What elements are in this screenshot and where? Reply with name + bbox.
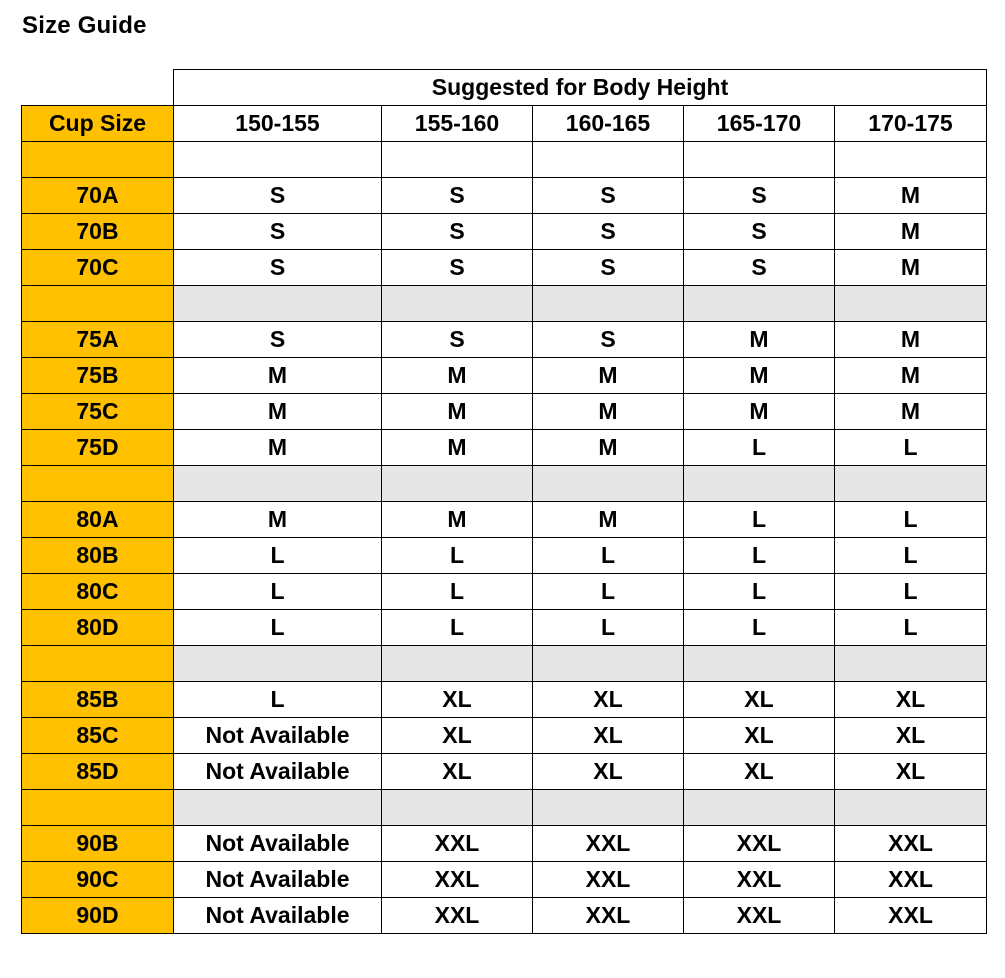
size-cell: L: [533, 538, 684, 574]
spacer-cell: [174, 286, 382, 322]
cup-size-cell: 70B: [22, 214, 174, 250]
size-cell: XL: [382, 718, 533, 754]
size-cell: XXL: [684, 826, 835, 862]
spacer-cell: [533, 646, 684, 682]
table-row: [22, 754, 987, 790]
size-cell: XXL: [382, 862, 533, 898]
spacer-cell: [533, 286, 684, 322]
size-cell: L: [174, 574, 382, 610]
size-cell: M: [533, 430, 684, 466]
spacer-cell: [835, 646, 987, 682]
spacer-row: [22, 286, 987, 322]
size-cell: XL: [533, 718, 684, 754]
table-row: [22, 394, 987, 430]
spacer-cell: [684, 646, 835, 682]
size-cell: L: [684, 538, 835, 574]
spacer-cell: [684, 142, 835, 178]
size-cell: L: [533, 574, 684, 610]
spacer-cup-cell: [22, 142, 174, 178]
table-row: [22, 862, 987, 898]
spacer-row: [22, 646, 987, 682]
size-guide-table: [21, 69, 987, 934]
size-cell: M: [684, 358, 835, 394]
size-cell: L: [382, 574, 533, 610]
spacer-cup-cell: [22, 790, 174, 826]
size-cell: M: [382, 430, 533, 466]
size-cell: XXL: [684, 898, 835, 934]
corner-cell: [22, 70, 174, 106]
size-cell: Not Available: [174, 898, 382, 934]
size-cell: Not Available: [174, 718, 382, 754]
size-cell: XXL: [835, 862, 987, 898]
size-cell: XXL: [382, 898, 533, 934]
size-cell: L: [533, 610, 684, 646]
size-cell: S: [382, 322, 533, 358]
cup-size-cell: 75A: [22, 322, 174, 358]
size-cell: XL: [684, 754, 835, 790]
cup-size-cell: 80A: [22, 502, 174, 538]
size-cell: S: [684, 250, 835, 286]
size-cell: M: [835, 358, 987, 394]
size-cell: XXL: [835, 898, 987, 934]
table-row: [22, 250, 987, 286]
size-cell: M: [835, 178, 987, 214]
size-cell: S: [533, 250, 684, 286]
table-row: [22, 610, 987, 646]
size-cell: XXL: [533, 898, 684, 934]
height-header: 165-170: [684, 106, 835, 142]
size-cell: M: [382, 394, 533, 430]
group-header-row: [22, 70, 987, 106]
table-row: [22, 826, 987, 862]
spacer-cell: [382, 646, 533, 682]
spacer-cup-cell: [22, 646, 174, 682]
size-cell: XL: [382, 682, 533, 718]
spacer-cell: [835, 286, 987, 322]
spacer-cell: [684, 466, 835, 502]
spacer-row: [22, 142, 987, 178]
size-cell: XL: [835, 718, 987, 754]
size-cell: M: [174, 358, 382, 394]
spacer-cup-cell: [22, 466, 174, 502]
height-header: 160-165: [533, 106, 684, 142]
size-cell: S: [174, 322, 382, 358]
size-cell: S: [174, 214, 382, 250]
spacer-cell: [174, 142, 382, 178]
size-cell: L: [835, 610, 987, 646]
cup-size-cell: 75B: [22, 358, 174, 394]
size-cell: L: [174, 682, 382, 718]
table-row: [22, 898, 987, 934]
table-row: [22, 502, 987, 538]
height-header: 150-155: [174, 106, 382, 142]
table-row: [22, 178, 987, 214]
size-cell: L: [174, 538, 382, 574]
cup-size-cell: 80B: [22, 538, 174, 574]
table-row: [22, 574, 987, 610]
size-cell: M: [174, 502, 382, 538]
size-cell: L: [382, 610, 533, 646]
cup-size-cell: 85D: [22, 754, 174, 790]
spacer-cell: [382, 286, 533, 322]
size-cell: XXL: [684, 862, 835, 898]
size-cell: M: [174, 394, 382, 430]
size-cell: M: [684, 322, 835, 358]
cup-size-cell: 90B: [22, 826, 174, 862]
size-cell: M: [684, 394, 835, 430]
spacer-cell: [835, 142, 987, 178]
table-row: [22, 718, 987, 754]
cup-size-cell: 70A: [22, 178, 174, 214]
spacer-cell: [174, 790, 382, 826]
size-cell: M: [835, 214, 987, 250]
size-cell: L: [835, 502, 987, 538]
table-row: [22, 322, 987, 358]
spacer-row: [22, 466, 987, 502]
size-cell: S: [533, 178, 684, 214]
spacer-cell: [835, 790, 987, 826]
spacer-row: [22, 790, 987, 826]
cup-size-cell: 85C: [22, 718, 174, 754]
cup-size-cell: 85B: [22, 682, 174, 718]
column-header-row: [22, 106, 987, 142]
size-cell: L: [684, 574, 835, 610]
spacer-cell: [684, 790, 835, 826]
size-cell: M: [835, 322, 987, 358]
table-row: [22, 430, 987, 466]
size-cell: M: [382, 502, 533, 538]
size-cell: L: [382, 538, 533, 574]
size-cell: S: [684, 178, 835, 214]
size-cell: L: [835, 574, 987, 610]
size-cell: L: [835, 538, 987, 574]
spacer-cup-cell: [22, 286, 174, 322]
cup-size-cell: 80D: [22, 610, 174, 646]
cup-size-cell: 70C: [22, 250, 174, 286]
spacer-cell: [174, 466, 382, 502]
size-cell: M: [533, 502, 684, 538]
table-row: [22, 214, 987, 250]
spacer-cell: [533, 790, 684, 826]
cup-size-header: Cup Size: [22, 106, 174, 142]
height-header: 155-160: [382, 106, 533, 142]
size-cell: S: [174, 178, 382, 214]
spacer-cell: [382, 142, 533, 178]
cup-size-cell: 90C: [22, 862, 174, 898]
page-title: Size Guide: [22, 12, 147, 39]
body-height-group-header: Suggested for Body Height: [174, 70, 987, 106]
size-cell: S: [533, 322, 684, 358]
size-cell: L: [684, 610, 835, 646]
size-cell: XL: [533, 754, 684, 790]
cup-size-cell: 75C: [22, 394, 174, 430]
cup-size-cell: 90D: [22, 898, 174, 934]
size-cell: M: [835, 394, 987, 430]
size-cell: M: [533, 358, 684, 394]
size-cell: M: [835, 250, 987, 286]
spacer-cell: [382, 466, 533, 502]
size-cell: S: [684, 214, 835, 250]
size-cell: XXL: [382, 826, 533, 862]
size-cell: XL: [684, 682, 835, 718]
cup-size-cell: 75D: [22, 430, 174, 466]
table-row: [22, 538, 987, 574]
size-cell: XL: [835, 682, 987, 718]
size-cell: XL: [382, 754, 533, 790]
spacer-cell: [533, 466, 684, 502]
size-cell: S: [382, 250, 533, 286]
size-cell: S: [382, 178, 533, 214]
size-cell: S: [533, 214, 684, 250]
spacer-cell: [174, 646, 382, 682]
size-cell: L: [684, 430, 835, 466]
size-cell: S: [382, 214, 533, 250]
spacer-cell: [684, 286, 835, 322]
size-cell: Not Available: [174, 826, 382, 862]
size-cell: Not Available: [174, 754, 382, 790]
size-cell: XL: [684, 718, 835, 754]
size-cell: XXL: [533, 862, 684, 898]
size-table-body: [22, 142, 987, 934]
spacer-cell: [382, 790, 533, 826]
size-cell: M: [174, 430, 382, 466]
cup-size-cell: 80C: [22, 574, 174, 610]
size-cell: XL: [533, 682, 684, 718]
size-cell: L: [835, 430, 987, 466]
size-cell: M: [533, 394, 684, 430]
spacer-cell: [533, 142, 684, 178]
size-cell: L: [684, 502, 835, 538]
size-cell: XXL: [835, 826, 987, 862]
size-cell: L: [174, 610, 382, 646]
height-header: 170-175: [835, 106, 987, 142]
table-row: [22, 682, 987, 718]
size-cell: XL: [835, 754, 987, 790]
size-cell: XXL: [533, 826, 684, 862]
size-cell: M: [382, 358, 533, 394]
spacer-cell: [835, 466, 987, 502]
table-row: [22, 358, 987, 394]
size-cell: S: [174, 250, 382, 286]
size-cell: Not Available: [174, 862, 382, 898]
